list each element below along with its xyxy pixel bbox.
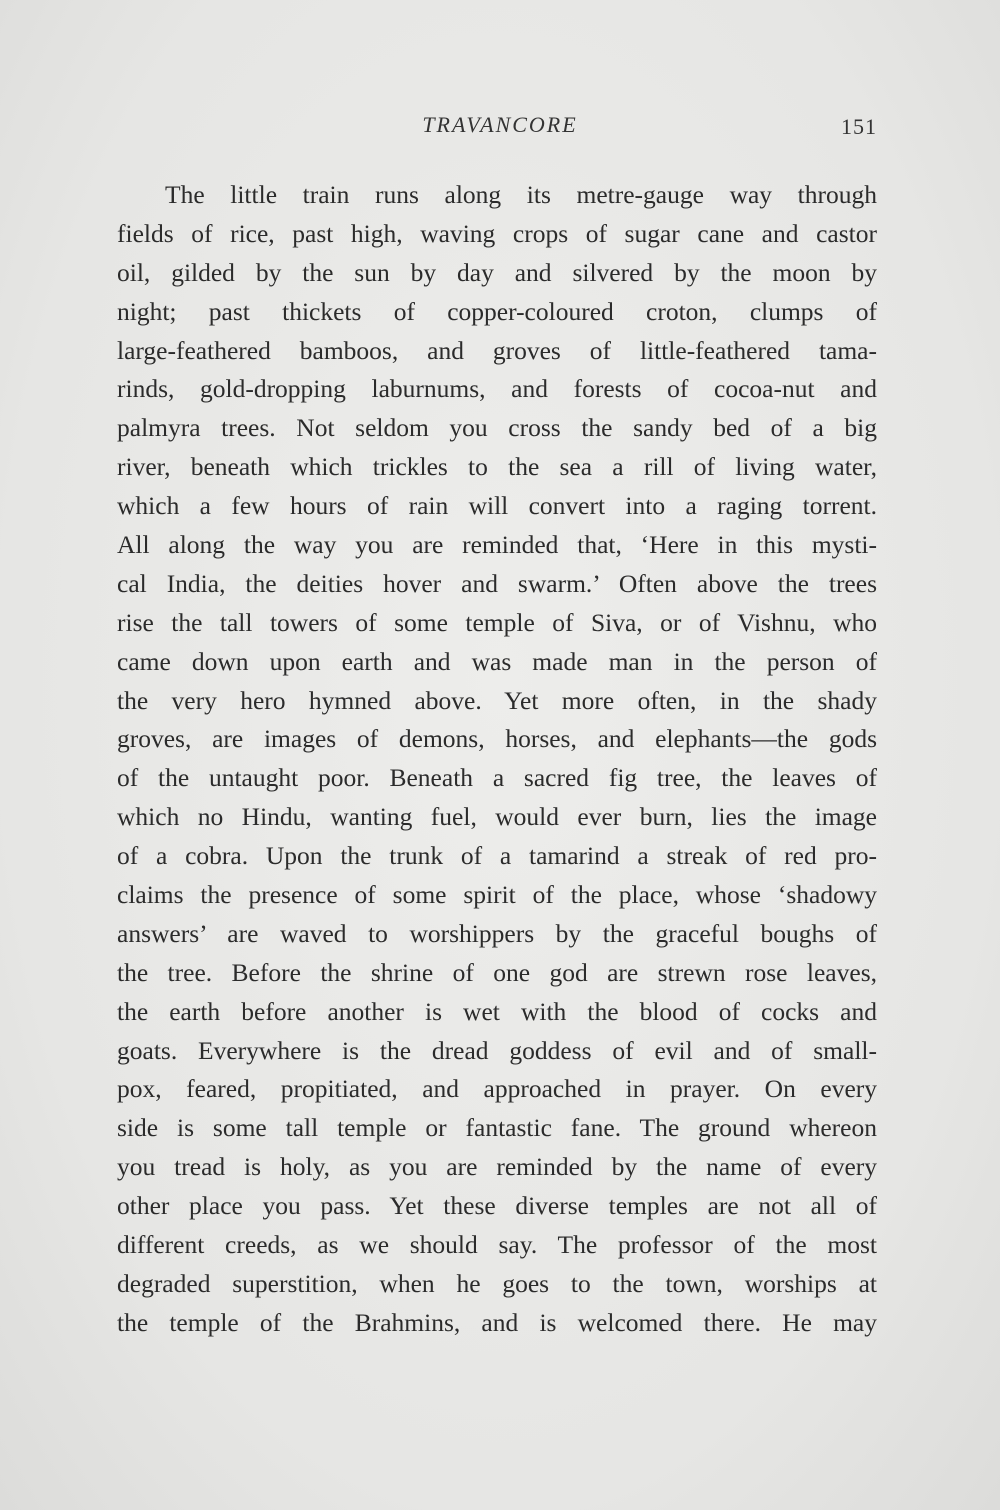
text-line: which a few hours of rain will convert into a raging torrent. xyxy=(117,491,877,521)
running-title: TRAVANCORE xyxy=(422,112,578,137)
body-text xyxy=(117,176,877,1343)
text-line: the temple of the Brahmins, and is welcomed there. He may xyxy=(117,1307,877,1337)
text-line: groves, are images of demons, horses, and elephants—the gods xyxy=(117,724,877,754)
text-line: rinds, gold-dropping laburnums, and forests of cocoa-nut and xyxy=(117,374,877,404)
text-line: the earth before another is wet with the blood of cocks and xyxy=(117,996,877,1026)
text-line: river, beneath which trickles to the sea a rill of living water, xyxy=(117,452,877,482)
text-line: claims the presence of some spirit of the place, whose ‘shadowy xyxy=(117,880,877,910)
text-line: fields of rice, past high, waving crops of sugar cane and castor xyxy=(117,218,877,248)
running-head xyxy=(0,112,1000,142)
text-line: palmyra trees. Not seldom you cross the sandy bed of a big xyxy=(117,413,877,443)
text-line: came down upon earth and was made man in the person of xyxy=(117,646,877,676)
text-line: oil, gilded by the sun by day and silvered by the moon by xyxy=(117,257,877,287)
text-line: degraded superstition, when he goes to the town, worships at xyxy=(117,1268,877,1298)
text-line: side is some tall temple or fantastic fane. The ground whereon xyxy=(117,1113,877,1143)
text-line: which no Hindu, wanting fuel, would ever burn, lies the image xyxy=(117,802,877,832)
text-line: rise the tall towers of some temple of Siva, or of Vishnu, who xyxy=(117,607,877,637)
text-line: goats. Everywhere is the dread goddess of evil and of small- xyxy=(117,1035,877,1065)
text-line: answers’ are waved to worshippers by the graceful boughs of xyxy=(117,918,877,948)
text-line: large-feathered bamboos, and groves of little-feathered tama- xyxy=(117,335,877,365)
text-line: All along the way you are reminded that, ‘Here in this mysti- xyxy=(117,530,877,560)
text-line: pox, feared, propitiated, and approached in prayer. On every xyxy=(117,1074,877,1104)
text-line: other place you pass. Yet these diverse temples are not all of xyxy=(117,1191,877,1221)
text-line: the tree. Before the shrine of one god are strewn rose leaves, xyxy=(117,957,877,987)
text-line: of the untaught poor. Beneath a sacred fig tree, the leaves of xyxy=(117,763,877,793)
text-line: cal India, the deities hover and swarm.’ Often above the trees xyxy=(117,568,877,598)
text-line: the very hero hymned above. Yet more often, in the shady xyxy=(117,685,877,715)
page-number: 151 xyxy=(841,114,877,139)
text-line: The little train runs along its metre-gauge way through xyxy=(165,180,877,209)
text-line: night; past thickets of copper-coloured croton, clumps of xyxy=(117,296,877,326)
text-line: you tread is holy, as you are reminded by the name of every xyxy=(117,1152,877,1182)
text-line: different creeds, as we should say. The professor of the most xyxy=(117,1230,877,1260)
text-line: of a cobra. Upon the trunk of a tamarind a streak of red pro- xyxy=(117,841,877,871)
